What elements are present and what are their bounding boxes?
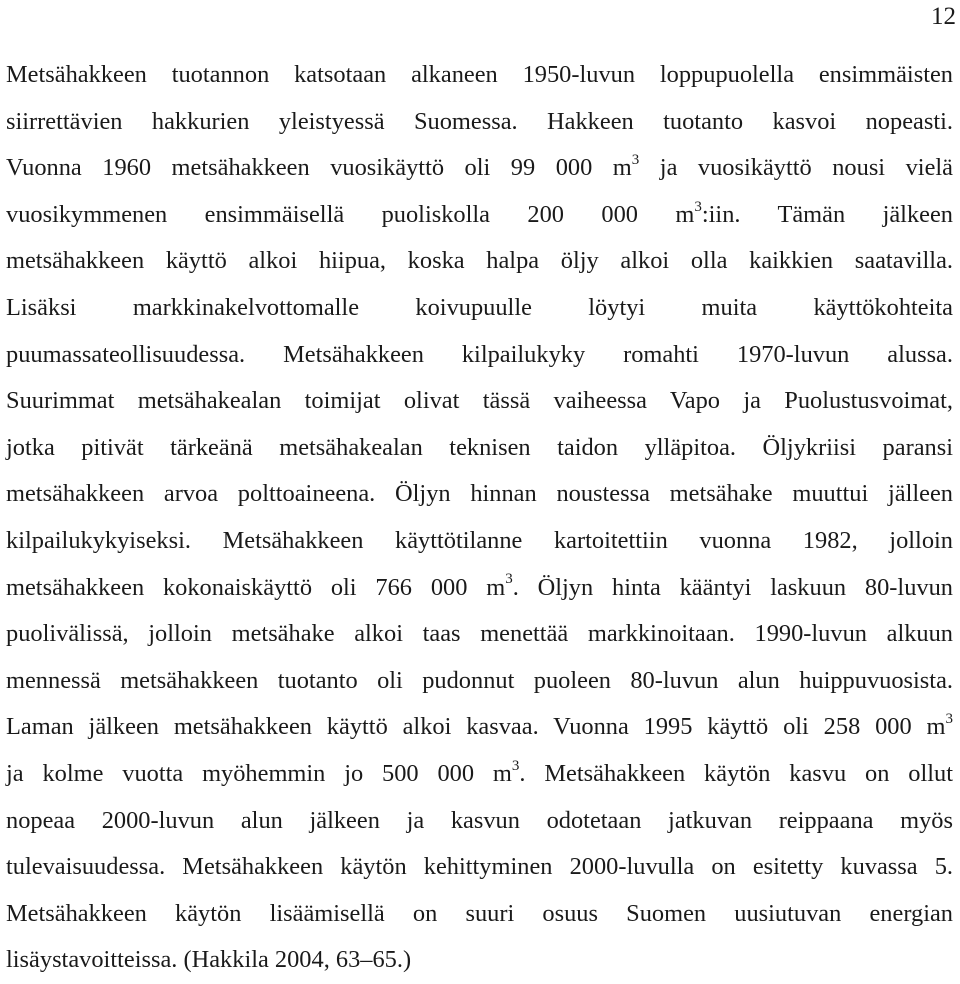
text-line: jotka pitivät tärkeänä metsähakealan teknisen taidon ylläpitoa. Öljykriisi paransi [6,433,953,461]
superscript: 3 [945,711,953,728]
text-segment: metsähakkeen kokonaiskäyttö oli 766 000 m [6,573,506,601]
text-line: puumassateollisuudessa. Metsähakkeen kilpailukyky romahti 1970-luvun alussa. [6,340,953,368]
text-segment: vuosikymmenen ensimmäisellä puoliskolla 200 000 m [6,200,695,228]
text-line: metsähakkeen käyttö alkoi hiipua, koska halpa öljy alkoi olla kaikkien saatavilla. [6,247,953,275]
text-line: metsähakkeen arvoa polttoaineena. Öljyn hinnan noustessa metsähake muuttui jälleen [6,480,953,508]
page-number: 12 [931,3,956,30]
text-line: siirrettävien hakkurien yleistyessä Suomessa. Hakkeen tuotanto kasvoi nopeasti. [6,107,953,135]
text-segment: Vuonna 1960 metsähakkeen vuosikäyttö oli 99 000 m [6,154,632,182]
text-segment: Laman jälkeen metsähakkeen käyttö alkoi kasvaa. Vuonna 1995 käyttö oli 258 000 m [6,713,946,741]
text-line: Lisäksi markkinakelvottomalle koivupuulle löytyi muita käyttökohteita [6,293,953,321]
text-line [6,145,953,192]
body-paragraph [6,52,953,984]
text-segment: . Metsähakkeen käytön kasvu on ollut [519,759,953,787]
text-line [6,565,953,612]
text-line: mennessä metsähakkeen tuotanto oli pudonnut puoleen 80-luvun alun huippuvuosista. [6,666,953,694]
text-segment: :iin. Tämän jälkeen [701,200,953,228]
text-line: lisäystavoitteissa. (Hakkila 2004, 63–65.) [6,946,412,974]
text-line: Suurimmat metsähakealan toimijat olivat tässä vaiheessa Vapo ja Puolustusvoimat, [6,387,953,415]
text-line: Metsähakkeen tuotannon katsotaan alkaneen 1950-luvun loppupuolella ensimmäisten [6,61,953,88]
text-line: kilpailukykyiseksi. Metsähakkeen käyttötilanne kartoitettiin vuonna 1982, jolloin [6,526,953,554]
text-line: Metsähakkeen käytön lisäämisellä on suuri osuus Suomen uusiutuvan energian [6,899,953,927]
superscript: 3 [694,198,702,215]
text-line: puolivälissä, jolloin metsähake alkoi taas menettää markkinoitaan. 1990-luvun alkuun [6,620,953,648]
text-line: tulevaisuudessa. Metsähakkeen käytön kehittyminen 2000-luvulla on esitetty kuvassa 5. [6,853,953,881]
text-segment: ja vuosikäyttö nousi vielä [639,154,953,182]
text-segment: ja kolme vuotta myöhemmin jo 500 000 m [6,759,512,787]
text-line [6,192,953,239]
text-line: nopeaa 2000-luvun alun jälkeen ja kasvun odotetaan jatkuvan reippaana myös [6,806,953,834]
text-line [6,704,953,751]
superscript: 3 [511,757,520,774]
superscript: 3 [631,152,640,169]
text-segment: . Öljyn hinta kääntyi laskuun 80-luvun [512,573,953,601]
superscript: 3 [505,571,513,588]
text-line [6,751,953,798]
